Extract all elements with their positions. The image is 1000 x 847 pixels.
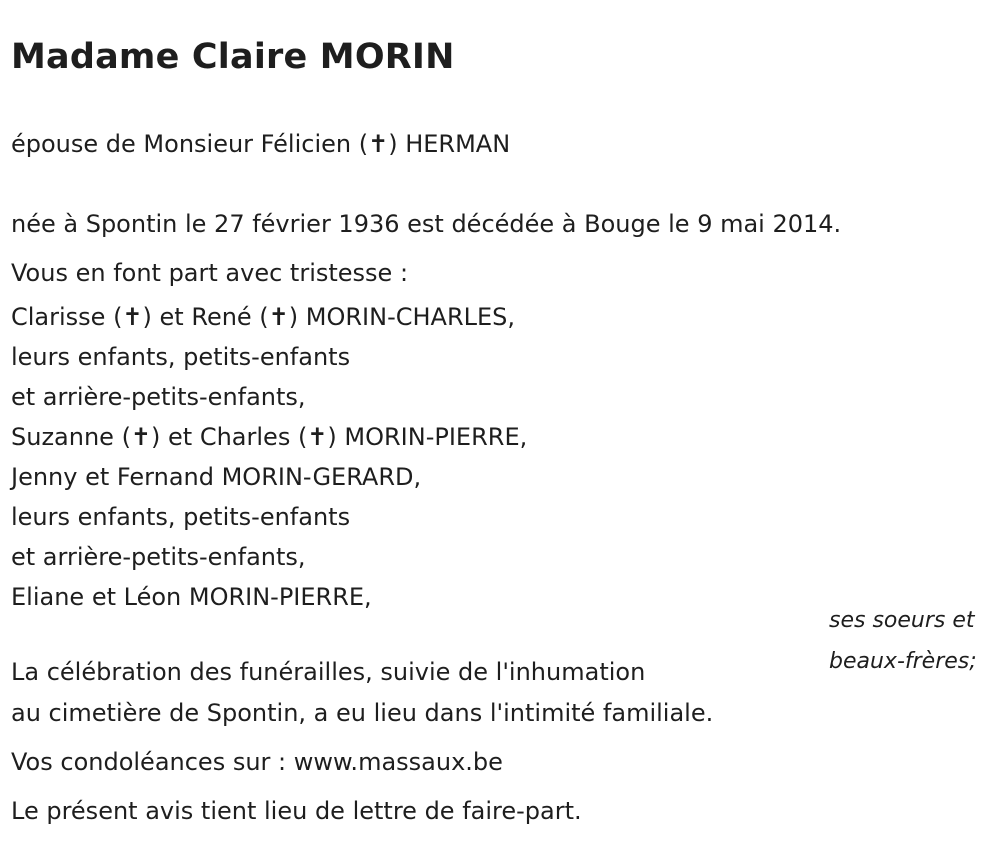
- spouse-line: épouse de Monsieur Félicien (✝) HERMAN: [11, 130, 511, 158]
- condolences-line: Vos condoléances sur : www.massaux.be: [11, 748, 503, 776]
- family-line: et arrière-petits-enfants,: [11, 543, 306, 571]
- family-line: et arrière-petits-enfants,: [11, 383, 306, 411]
- closing-line: Le présent avis tient lieu de lettre de faire-part.: [11, 797, 582, 825]
- relation-line: beaux-frères;: [829, 649, 977, 674]
- family-line: leurs enfants, petits-enfants: [11, 503, 351, 531]
- family-line: Suzanne (✝) et Charles (✝) MORIN-PIERRE,: [11, 423, 528, 451]
- birth-death-line: née à Spontin le 27 février 1936 est décédée à Bouge le 9 mai 2014.: [11, 210, 842, 238]
- family-line: Jenny et Fernand MORIN-GERARD,: [11, 463, 422, 491]
- family-list: [11, 297, 527, 617]
- announcement-intro: Vous en font part avec tristesse :: [11, 259, 409, 287]
- family-line: Eliane et Léon MORIN-PIERRE,: [11, 583, 372, 611]
- deceased-name-title: Madame Claire MORIN: [11, 37, 455, 77]
- family-line: Clarisse (✝) et René (✝) MORIN-CHARLES,: [11, 303, 516, 331]
- relation-line: ses soeurs et: [829, 608, 975, 633]
- ceremony-line: La célébration des funérailles, suivie de l'inhumation: [11, 658, 646, 686]
- relation-note: [829, 600, 977, 682]
- ceremony-line: au cimetière de Spontin, a eu lieu dans l'intimité familiale.: [11, 699, 714, 727]
- family-line: leurs enfants, petits-enfants: [11, 343, 351, 371]
